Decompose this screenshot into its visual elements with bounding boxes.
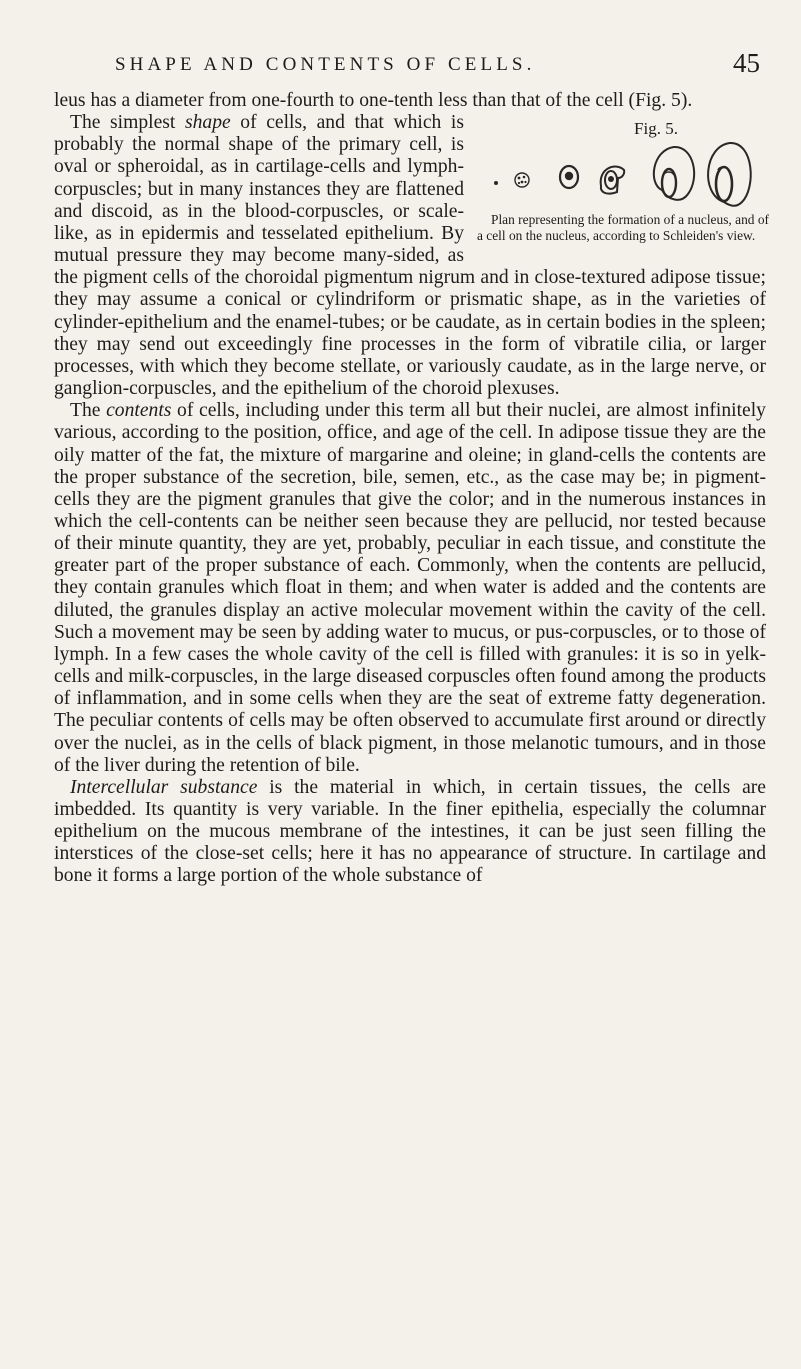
text-segment: is the material in which, in certain tissues, the cells are imbedded. Its quantity is very variable. In the finer epithelia, especially the columnar epithelium on the mucous membrane of the intestines, it can be just seen filling the interstices of the close-set cells; here it has no appearance of structure. In cartilage and bone it forms a large portion of the whole substance of (54, 776, 766, 887)
body-text (54, 90, 769, 888)
text-segment: of cells, including under this term all but their nuclei, are almost infinitely various, according to the position, office, and age of the cell. In adipose tissue they are the oily matter of the fat, the mixture of margarine and oleine; in gland-cells the contents are the proper substance of the secretion, bile, semen, etc., as the case may be; in pigment-cells they are the pigment granules that give the color; and in the numerous instances in which the cell-contents can be neither seen because they are pellucid, nor tested because of their minute quantity, they are yet, probably, peculiar in each tissue, and constitute the greater part of the proper substance of each. Commonly, when the contents are pellucid, they contain granules which float in them; and when water is added and the contents are diluted, the granules display an active molecular movement within the cavity of the cell. Such a movement may be seen by adding water to mucus, or pus-corpuscles, or to those of lymph. In a few cases the whole cavity of the cell is filled with granules: it is so in yelk-cells and milk-corpuscles, in the large diseased corpuscles often found among the products of inflammation, and in some cells when they are the seat of extreme fatty degeneration. The peculiar contents of cells may be often observed to accumulate first around or directly over the nuclei, as in the cells of black pigment, in those melanotic tumours, and in those of the liver during the retention of bile. (54, 400, 766, 776)
page-number: 45 (733, 48, 760, 78)
figure-caption: Plan representing the formation of a nucleus, and of a cell on the nucleus, according to Schleiden's view. (477, 212, 769, 243)
paragraph-continued (54, 90, 766, 112)
text-segment: leus has a diameter from one-fourth to one-tenth less than that of the cell (Fig. 5). (54, 90, 693, 111)
text-segment-italic: shape (184, 112, 231, 134)
nucleus-with-nucleolus-icon (560, 166, 578, 188)
cell-forming-on-nucleus-icon (601, 167, 625, 194)
complete-cell-icon (708, 143, 751, 206)
running-title: SHAPE AND CONTENTS OF CELLS. (115, 54, 536, 75)
text-segment: of cells, and that which is probably the normal shape of the primary cell, is oval or spheroidal, as in cartilage-cells and lymph-corpuscles; but in many instances they are flattened and discoid, as in the blood-corpuscles, or scale-like, as in epidermis and tesselated epithelium. By mutual pressure they may become many-sided, as the pigment cells of the choroidal pigmentum nigrum and in close-textured adipose tissue; they may assume a conical or cylindriform or prismatic shape, as in the varieties of cylinder-epithelium and the enamel-tubes; or be caudate, as in certain bodies in the spleen; they may send out exceedingly fine processes in the form of vibratile cilia, or larger processes, with which they become stellate, or variously caudate, as in the large nerve, or ganglion-corpuscles, and the epithelium of the choroid plexuses. (54, 112, 766, 400)
text-segment: The simplest (70, 112, 185, 134)
figure-label: Fig. 5. (634, 119, 678, 139)
figure-5 (474, 112, 770, 250)
text-segment-italic: contents (106, 400, 172, 422)
paragraph-intercellular (54, 777, 766, 888)
granule-icon (494, 181, 498, 185)
text-segment: The (70, 400, 107, 422)
paragraph-shape (54, 112, 769, 400)
large-cell-with-nucleus-icon (654, 147, 694, 200)
nucleated-granules-icon (515, 173, 529, 187)
paragraph-contents (54, 400, 766, 777)
text-segment-italic: Intercellular substance (70, 776, 258, 798)
figure-drawing (488, 140, 754, 212)
running-head (0, 48, 801, 84)
